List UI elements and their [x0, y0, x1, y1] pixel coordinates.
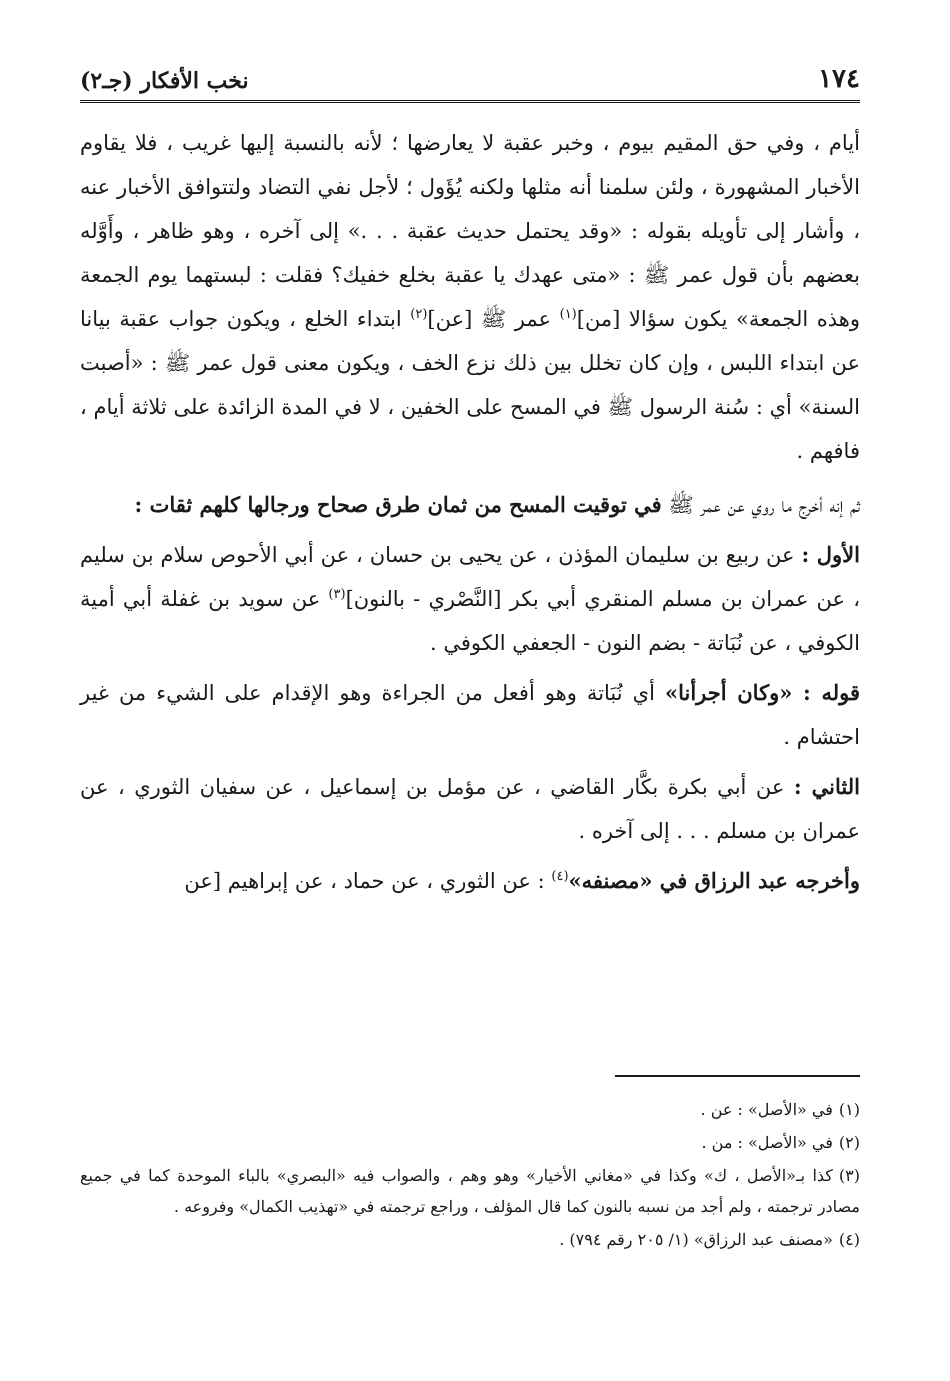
abdurrazzaq-label: وأخرجه عبد الرزاق في «مصنفه»	[568, 868, 860, 893]
chains-intro-text: ثم إنه أخرج ما روي عن عمر ﷺ	[661, 493, 860, 517]
footnote-number: (٤)	[838, 1230, 860, 1249]
paragraph-second-chain	[80, 765, 860, 853]
footnote-ref-2: (٢)	[410, 307, 428, 322]
footnote-3	[80, 1160, 860, 1222]
footnote-text: في «الأصل» : من .	[701, 1133, 833, 1152]
commentary-text-continued: عمر ﷺ [عن]	[427, 307, 560, 331]
first-chain-text: عن ربيع بن سليمان المؤذن ، عن يحيى بن حسان ، عن أبي الأحوص سلام بن سليم ، عن عمران بن مسلم المنقري أبي بكر [النَّصْري - بالنون]	[80, 543, 861, 611]
book-page	[80, 50, 860, 1350]
second-chain-label: الثاني :	[793, 774, 860, 799]
paragraph-word-explanation	[80, 671, 860, 759]
first-chain-text-end: عن سويد بن غفلة أبي أمية الكوفي ، عن نُبَاتة - بضم النون - الجعفي الكوفي .	[80, 587, 860, 655]
footnotes	[80, 1094, 860, 1257]
commentary-text-end: ابتداء الخلع ، ويكون جواب عقبة بيانا عن ابتداء اللبس ، وإن كان تخلل بين ذلك نزع الخف ، ويكون معنى قول عمر ﷺ : «أصبت السنة» أي : سُنة الرسول ﷺ في المسح على الخفين ، لا في المدة الزائدة على ثلاثة أيام ، فافهم .	[80, 307, 860, 463]
footnote-4	[80, 1224, 860, 1255]
first-chain-label: الأول :	[801, 542, 860, 567]
footnote-ref-4: (٤)	[551, 869, 569, 884]
paragraph-chains-intro	[80, 483, 860, 527]
footnote-2	[80, 1127, 860, 1158]
running-header	[80, 50, 860, 103]
paragraph-first-chain	[80, 533, 860, 665]
footnote-ref-3: (٣)	[328, 587, 346, 602]
abdurrazzaq-text: : عن الثوري ، عن حماد ، عن إبراهيم [عن	[184, 869, 552, 893]
footnote-text: «مصنف عبد الرزاق» (١/ ٢٠٥ رقم ٧٩٤) .	[559, 1230, 833, 1249]
footnote-number: (١)	[838, 1100, 860, 1119]
footnote-number: (٢)	[838, 1133, 860, 1152]
word-explanation-text: أي نُبَاتة وهو أفعل من الجراءة وهو الإقدام على الشيء من غير احتشام .	[80, 681, 860, 749]
paragraph-commentary	[80, 121, 860, 473]
page-number: ١٧٤	[818, 64, 860, 94]
footnote-number: (٣)	[838, 1166, 861, 1185]
paragraph-abdurrazzaq	[80, 859, 860, 903]
commentary-text: أيام ، وفي حق المقيم بيوم ، وخبر عقبة لا يعارضها ؛ لأنه بالنسبة إليها غريب ، فلا يقاوم الأخبار المشهورة ، ولئن سلمنا أنه مثلها ولكنه يُؤَول ؛ لأجل نفي التضاد ولتتوافق الأخبار عنه ، وأشار إلى تأويله بقوله : «وقد يحتمل حديث عقبة . . .» إلى آخره ، وهو ظاهر ، وأَوَّله بعضهم بأن قول عمر ﷺ : «متى عهدك يا عقبة بخلع خفيك؟ فقلت : لبستهما يوم الجمعة وهذه الجمعة» يكون سؤالا [من]	[80, 131, 860, 331]
footnote-ref-1: (١)	[559, 307, 577, 322]
footnote-text: في «الأصل» : عن .	[700, 1100, 833, 1119]
book-title: نخب الأفكار (جـ٢)	[80, 68, 249, 94]
main-text	[80, 121, 860, 903]
footnote-1	[80, 1094, 860, 1125]
second-chain-text: عن أبي بكرة بكَّار القاضي ، عن مؤمل بن إسماعيل ، عن سفيان الثوري ، عن عمران بن مسلم . . . إلى آخره .	[80, 775, 860, 843]
chains-intro-bold: في توقيت المسح من ثمان طرق صحاح ورجالها كلهم ثقات :	[134, 492, 662, 517]
footnote-text: كذا بـ«الأصل ، ك» وكذا في «مغاني الأخيار» وهو وهم ، والصواب فيه «البصري» بالباء الموحدة كما في جميع مصادر ترجمته ، ولم أجد من نسبه بالنون كما قال المؤلف ، وراجع ترجمته في «تهذيب الكمال» وفروعه .	[80, 1166, 860, 1216]
footnote-separator	[615, 1075, 860, 1077]
quoted-phrase: قوله : «وكان أجرأنا»	[664, 680, 860, 705]
